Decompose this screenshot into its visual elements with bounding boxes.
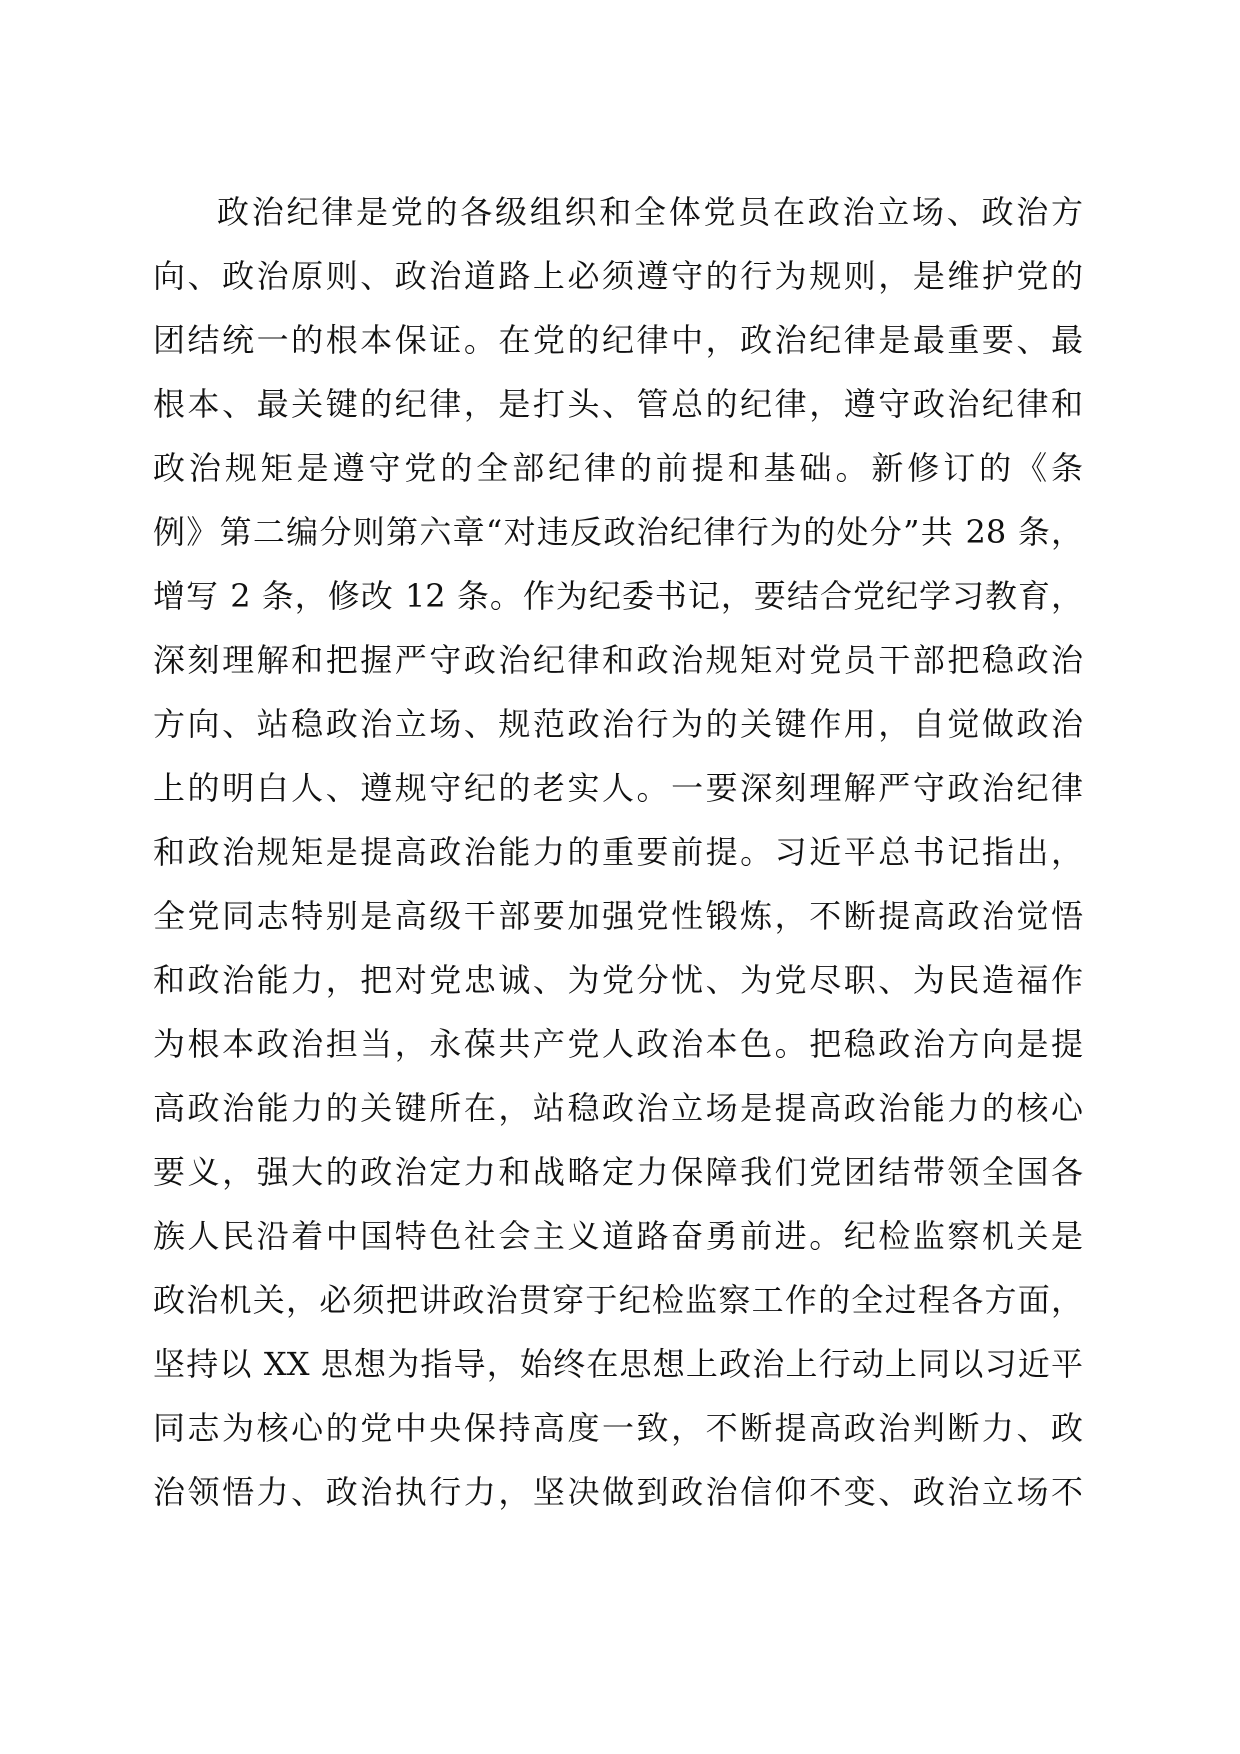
paragraph-line: 高政治能力的关键所在，站稳政治立场是提高政治能力的核心	[153, 1089, 1083, 1127]
paragraph-line: 族人民沿着中国特色社会主义道路奋勇前进。纪检监察机关是	[153, 1217, 1083, 1255]
paragraph-line: 向、政治原则、政治道路上必须遵守的行为规则，是维护党的	[153, 257, 1083, 295]
paragraph-line: 全党同志特别是高级干部要加强党性锻炼，不断提高政治觉悟	[153, 897, 1083, 935]
paragraph-line: 增写 2 条，修改 12 条。作为纪委书记，要结合党纪学习教育，	[153, 577, 1083, 615]
paragraph-line: 为根本政治担当，永葆共产党人政治本色。把稳政治方向是提	[153, 1025, 1083, 1063]
paragraph-line: 深刻理解和把握严守政治纪律和政治规矩对党员干部把稳政治	[153, 641, 1083, 679]
paragraph-line: 根本、最关键的纪律，是打头、管总的纪律，遵守政治纪律和	[153, 385, 1083, 423]
paragraph-line: 团结统一的根本保证。在党的纪律中，政治纪律是最重要、最	[153, 321, 1083, 359]
paragraph-line: 同志为核心的党中央保持高度一致，不断提高政治判断力、政	[153, 1409, 1083, 1447]
paragraph-line: 政治机关，必须把讲政治贯穿于纪检监察工作的全过程各方面，	[153, 1281, 1083, 1319]
paragraph-line: 例》第二编分则第六章“对违反政治纪律行为的处分”共 28 条，	[153, 513, 1083, 551]
paragraph-line: 坚持以 XX 思想为指导，始终在思想上政治上行动上同以习近平	[153, 1345, 1083, 1383]
paragraph-line: 和政治能力，把对党忠诚、为党分忧、为党尽职、为民造福作	[153, 961, 1083, 999]
paragraph-line: 政治规矩是遵守党的全部纪律的前提和基础。新修订的《条	[153, 449, 1083, 487]
paragraph-line: 方向、站稳政治立场、规范政治行为的关键作用，自觉做政治	[153, 705, 1083, 743]
paragraph-line: 和政治规矩是提高政治能力的重要前提。习近平总书记指出，	[153, 833, 1083, 871]
paragraph-line: 治领悟力、政治执行力，坚决做到政治信仰不变、政治立场不	[153, 1473, 1083, 1511]
paragraph-line: 上的明白人、遵规守纪的老实人。一要深刻理解严守政治纪律	[153, 769, 1083, 807]
paragraph-line: 要义，强大的政治定力和战略定力保障我们党团结带领全国各	[153, 1153, 1083, 1191]
body-paragraph	[153, 180, 1083, 1524]
paragraph-line: 政治纪律是党的各级组织和全体党员在政治立场、政治方	[217, 193, 1083, 231]
